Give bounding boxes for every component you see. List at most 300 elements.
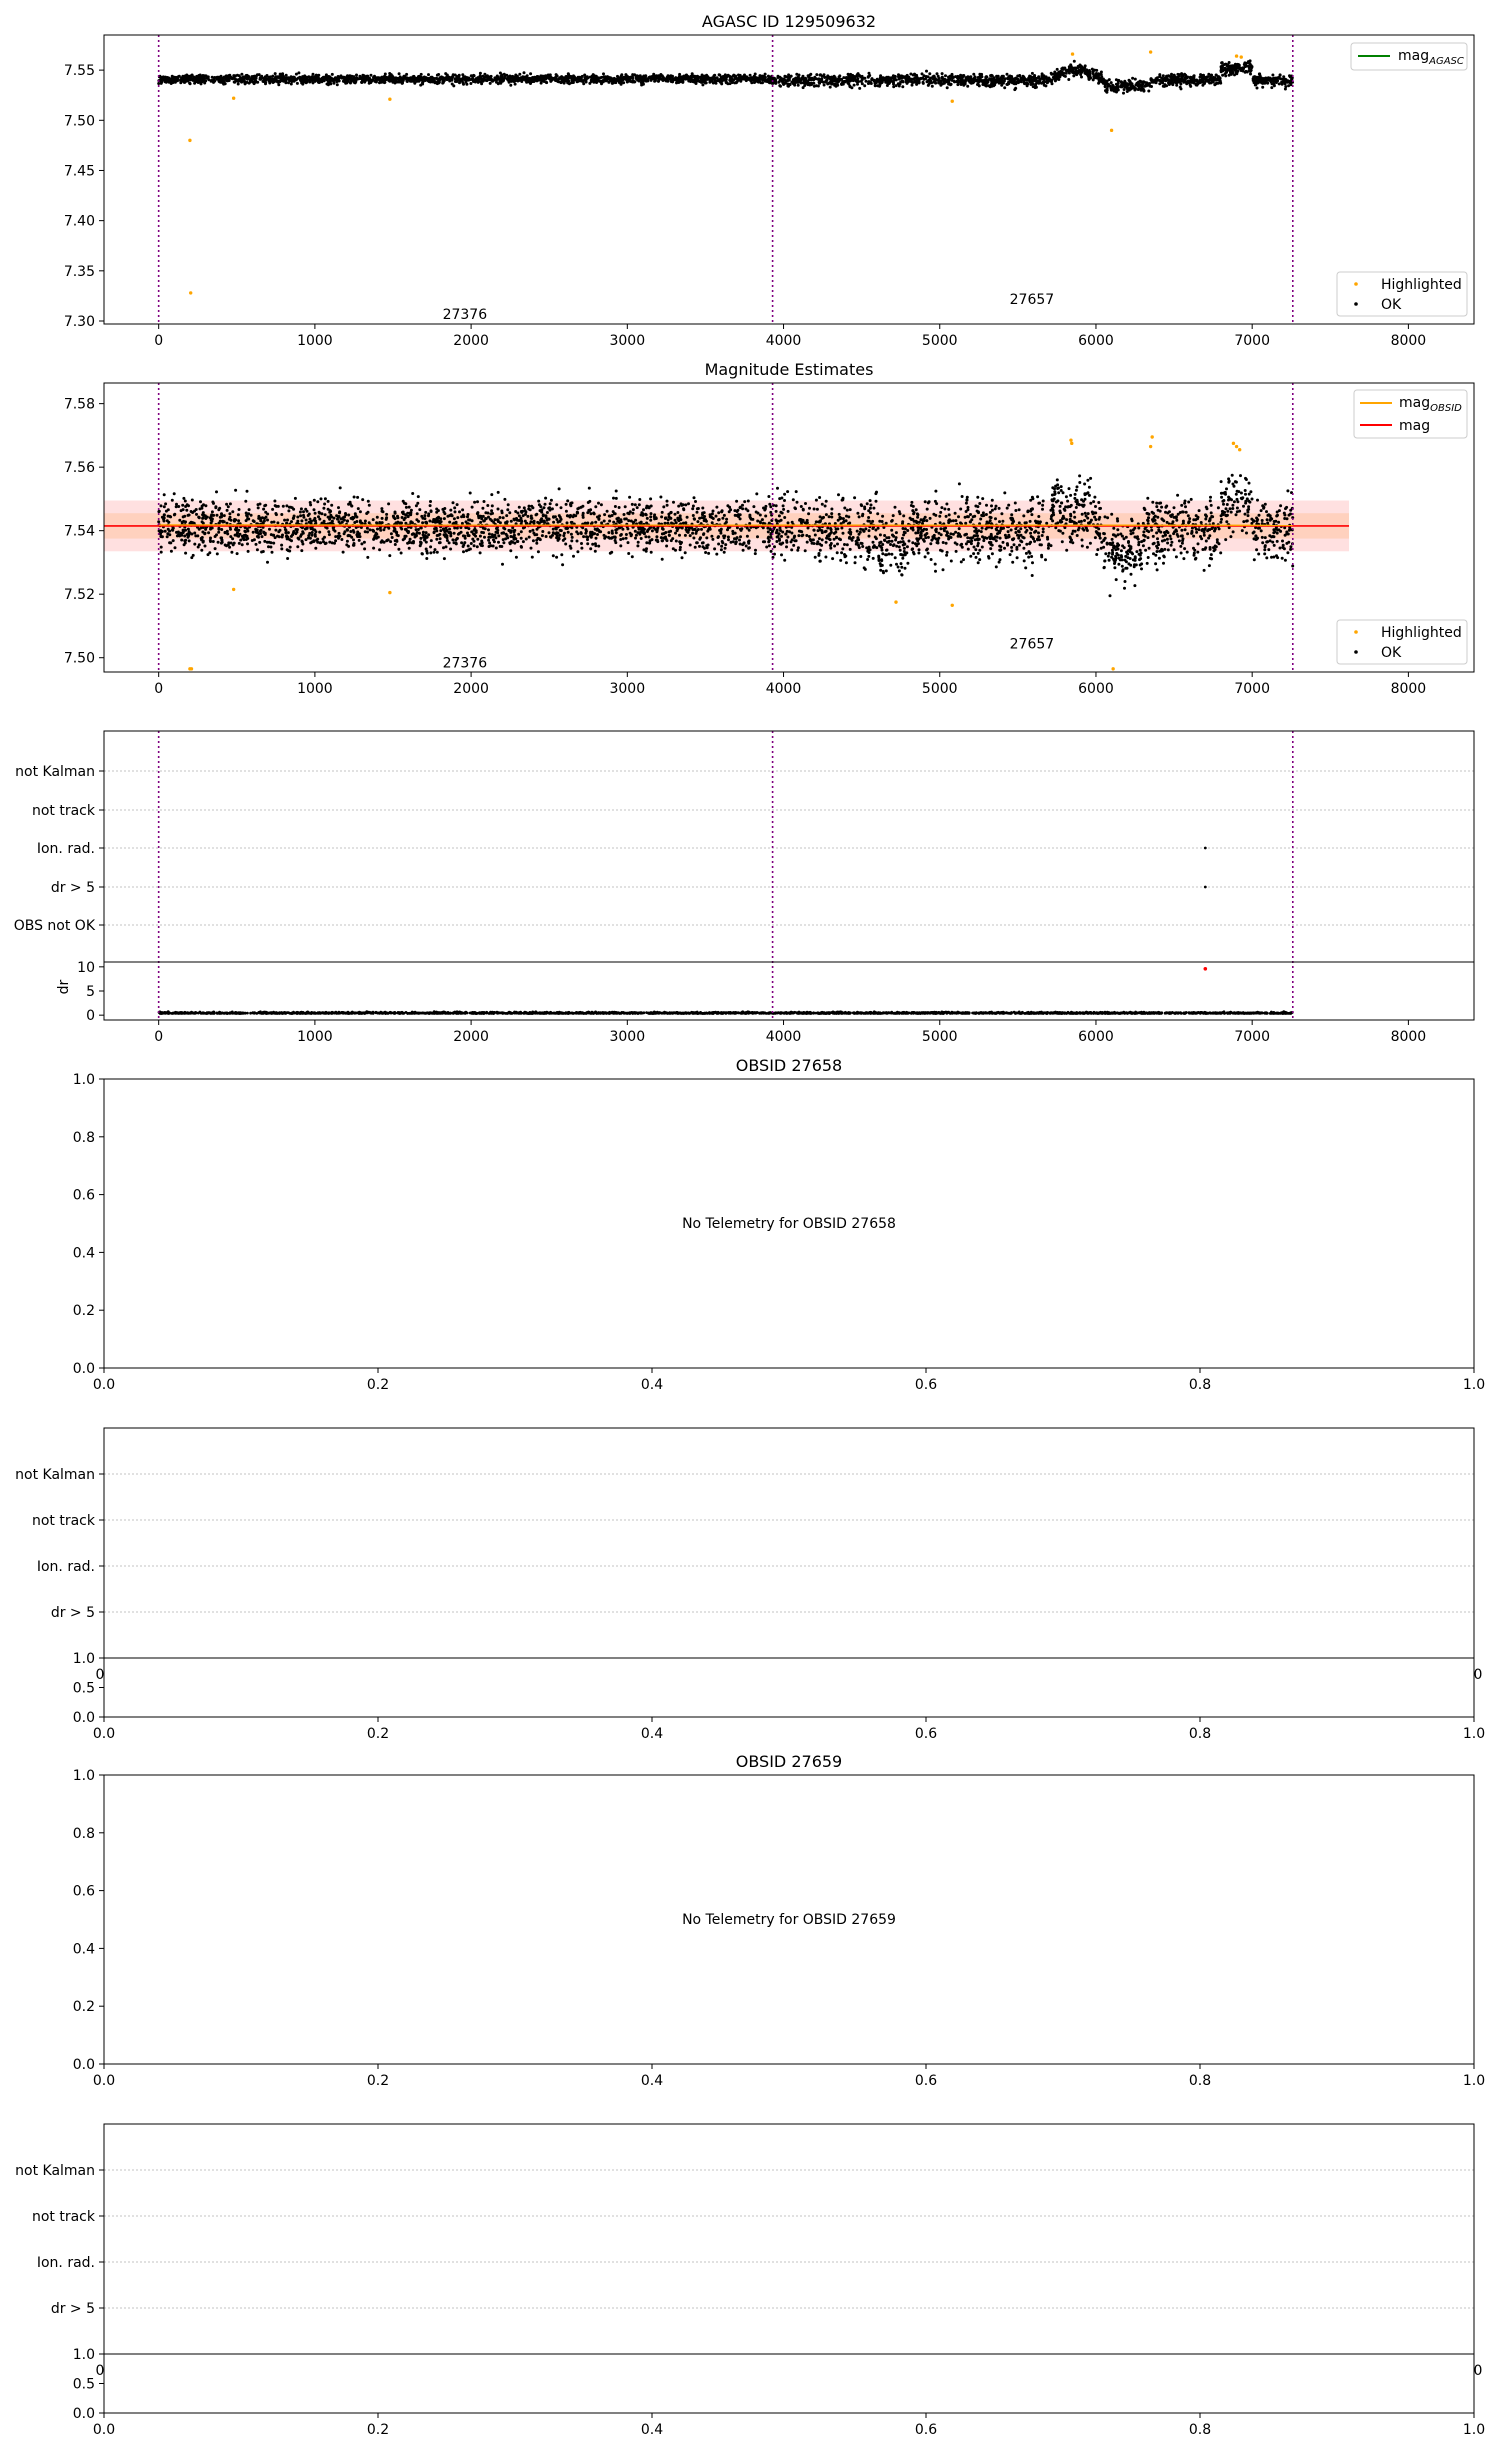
ok-point <box>1279 73 1282 76</box>
ok-point <box>192 77 195 80</box>
ok-point <box>627 541 630 544</box>
ok-point <box>650 512 653 515</box>
ok-point <box>649 497 652 500</box>
ok-point <box>527 78 530 81</box>
ok-point <box>190 533 193 536</box>
ok-point <box>552 521 555 524</box>
ok-point <box>492 521 495 524</box>
ok-point <box>469 492 472 495</box>
ok-point <box>724 543 727 546</box>
ok-point <box>248 508 251 511</box>
ok-point <box>375 80 378 83</box>
ok-point <box>1083 67 1086 70</box>
ok-point <box>514 83 517 86</box>
ok-point <box>546 519 549 522</box>
ok-point <box>787 79 790 82</box>
ok-point <box>334 535 337 538</box>
ok-point <box>1037 82 1040 85</box>
ok-point <box>667 530 670 533</box>
ok-point <box>823 84 826 87</box>
ok-point <box>346 74 349 77</box>
ok-point <box>626 512 629 515</box>
ok-point <box>461 508 464 511</box>
ok-point <box>627 552 630 555</box>
ok-point <box>723 514 726 517</box>
ok-point <box>460 541 463 544</box>
ok-point <box>196 76 199 79</box>
ok-point <box>278 75 281 78</box>
ok-point <box>672 501 675 504</box>
ok-point <box>366 527 369 530</box>
ok-point <box>358 539 361 542</box>
ok-point <box>1139 80 1142 83</box>
ok-point <box>529 508 532 511</box>
ok-point <box>542 514 545 517</box>
ok-point <box>462 78 465 81</box>
ok-point <box>1228 67 1231 70</box>
ok-point <box>469 82 472 85</box>
ok-point <box>689 534 692 537</box>
ok-point <box>509 535 512 538</box>
ok-point <box>244 82 247 85</box>
ok-point <box>1210 81 1213 84</box>
ok-point <box>262 80 265 83</box>
ok-point <box>457 77 460 80</box>
ok-point <box>334 539 337 542</box>
ok-point <box>471 506 474 509</box>
ok-point <box>756 535 759 538</box>
ok-point <box>1284 82 1287 85</box>
ok-point <box>946 86 949 89</box>
ok-point <box>911 84 914 87</box>
ok-point <box>355 520 358 523</box>
ok-point <box>696 79 699 82</box>
ok-point <box>1065 70 1068 73</box>
ok-point <box>483 536 486 539</box>
ok-point <box>1184 74 1187 77</box>
ok-point <box>1166 79 1169 82</box>
ok-point <box>285 74 288 77</box>
ok-point <box>309 541 312 544</box>
ok-point <box>552 554 555 557</box>
ok-point <box>529 530 532 533</box>
ok-point <box>382 528 385 531</box>
ok-point <box>476 545 479 548</box>
ok-point <box>513 80 516 83</box>
ok-point <box>570 75 573 78</box>
ok-point <box>467 545 470 548</box>
ok-point <box>1051 82 1054 85</box>
ok-point <box>519 76 522 79</box>
ok-point <box>316 500 319 503</box>
ok-point <box>692 505 695 508</box>
ok-point <box>593 512 596 515</box>
ok-point <box>596 76 599 79</box>
ok-point <box>1031 72 1034 75</box>
legend-points <box>1337 272 1467 316</box>
ok-point <box>550 499 553 502</box>
ok-point <box>1041 77 1044 80</box>
ok-point <box>1139 88 1142 91</box>
ok-point <box>1256 87 1259 90</box>
ok-point <box>700 528 703 531</box>
ok-point <box>528 505 531 508</box>
ok-point <box>1130 88 1133 91</box>
ok-point <box>506 77 509 80</box>
ok-point <box>281 77 284 80</box>
ok-point <box>605 79 608 82</box>
ok-point <box>355 74 358 77</box>
ok-point <box>419 84 422 87</box>
ok-point <box>1190 76 1193 79</box>
ok-point <box>972 73 975 76</box>
ok-point <box>540 82 543 85</box>
ok-point <box>1284 85 1287 88</box>
ok-point <box>692 537 695 540</box>
ok-point <box>743 541 746 544</box>
p2-title: Magnitude Estimates <box>704 360 874 379</box>
ok-point <box>607 531 610 534</box>
ok-point <box>530 547 533 550</box>
ok-point <box>340 538 343 541</box>
ok-point <box>346 519 349 522</box>
ok-point <box>311 534 314 537</box>
ok-point <box>491 504 494 507</box>
ok-point <box>567 531 570 534</box>
ok-point <box>465 83 468 86</box>
ok-point <box>1217 78 1220 81</box>
ok-point <box>309 76 312 79</box>
ok-point <box>1067 78 1070 81</box>
ok-point <box>679 546 682 549</box>
ok-point <box>204 79 207 82</box>
ok-point <box>499 75 502 78</box>
ok-point <box>533 533 536 536</box>
ok-point <box>1289 75 1292 78</box>
ok-series <box>157 59 1294 94</box>
ok-point <box>272 542 275 545</box>
ok-point <box>427 78 430 81</box>
ok-point <box>164 530 167 533</box>
ok-point <box>429 551 432 554</box>
ok-point <box>322 540 325 543</box>
ok-point <box>858 87 861 90</box>
ok-point <box>582 535 585 538</box>
ok-point <box>1105 90 1108 93</box>
ok-point <box>182 79 185 82</box>
ok-point <box>1215 82 1218 85</box>
ok-point <box>422 531 425 534</box>
ok-point <box>720 510 723 513</box>
ok-point <box>563 82 566 85</box>
ok-point <box>328 533 331 536</box>
ok-point <box>377 78 380 81</box>
ok-point <box>327 500 330 503</box>
ok-point <box>594 505 597 508</box>
ok-point <box>500 545 503 548</box>
ok-point <box>530 515 533 518</box>
ok-point <box>454 510 457 513</box>
ok-point <box>787 73 790 76</box>
ok-point <box>416 512 419 515</box>
ok-point <box>418 508 421 511</box>
ok-point <box>473 501 476 504</box>
x-tick-label: 4000 <box>765 333 802 349</box>
ok-point <box>364 520 367 523</box>
ok-point <box>451 538 454 541</box>
ok-point <box>1015 78 1018 81</box>
ok-point <box>739 75 742 78</box>
ok-point <box>243 530 246 533</box>
ok-point <box>497 491 500 494</box>
ok-point <box>809 73 812 76</box>
magnitude-panel <box>64 360 1474 697</box>
ok-point <box>366 531 369 534</box>
x-tick-label: 6000 <box>1078 333 1114 349</box>
ok-point <box>989 74 992 77</box>
ok-point <box>1162 74 1165 77</box>
ok-point <box>436 551 439 554</box>
ok-point <box>725 81 728 84</box>
ok-point <box>394 76 397 79</box>
ok-point <box>336 83 339 86</box>
ok-point <box>650 551 653 554</box>
ok-point <box>357 507 360 510</box>
ok-point <box>645 541 648 544</box>
ok-point <box>600 76 603 79</box>
ok-point <box>767 530 770 533</box>
ok-point <box>408 77 411 80</box>
ok-point <box>1009 76 1012 79</box>
ok-point <box>696 77 699 80</box>
ok-point <box>555 73 558 76</box>
ok-point <box>537 77 540 80</box>
ok-point <box>344 78 347 81</box>
ok-point <box>788 76 791 79</box>
ok-point <box>202 541 205 544</box>
p1-title: AGASC ID 129509632 <box>701 12 877 31</box>
ok-point <box>287 509 290 512</box>
ok-point <box>918 79 921 82</box>
ok-point <box>599 80 602 83</box>
highlighted-point <box>1235 54 1238 57</box>
ok-point <box>221 77 224 80</box>
ok-point <box>629 510 632 513</box>
ok-point <box>170 80 173 83</box>
ok-point <box>220 542 223 545</box>
ok-point <box>733 75 736 78</box>
ok-point <box>1178 73 1181 76</box>
ok-point <box>869 81 872 84</box>
ok-point <box>295 531 298 534</box>
ok-point <box>578 76 581 79</box>
ok-point <box>625 77 628 80</box>
ok-point <box>1285 80 1288 83</box>
ok-point <box>1068 65 1071 68</box>
ok-point <box>826 82 829 85</box>
ok-point <box>563 532 566 535</box>
ok-point <box>301 83 304 86</box>
ok-point <box>388 75 391 78</box>
ok-point <box>372 518 375 521</box>
ok-point <box>168 530 171 533</box>
ok-point <box>760 81 763 84</box>
ok-point <box>985 82 988 85</box>
ok-point <box>262 508 265 511</box>
ok-point <box>318 518 321 521</box>
ok-point <box>887 77 890 80</box>
ok-point <box>462 550 465 553</box>
ok-point <box>1220 69 1223 72</box>
ok-point <box>304 508 307 511</box>
ok-point <box>529 72 532 75</box>
ok-point <box>745 508 748 511</box>
ok-point <box>1191 79 1194 82</box>
ok-point <box>560 553 563 556</box>
ok-point <box>770 550 773 553</box>
ok-point <box>606 75 609 78</box>
ok-point <box>237 513 240 516</box>
ok-point <box>726 74 729 77</box>
ok-point <box>299 514 302 517</box>
ok-point <box>901 80 904 83</box>
ok-point <box>711 512 714 515</box>
ok-point <box>1145 81 1148 84</box>
ok-point <box>612 81 615 84</box>
ok-point <box>1210 79 1213 82</box>
ok-point <box>181 75 184 78</box>
ok-point <box>534 76 537 79</box>
ok-point <box>532 521 535 524</box>
ok-point <box>631 512 634 515</box>
ok-point <box>443 78 446 81</box>
ok-point <box>868 72 871 75</box>
ok-point <box>731 81 734 84</box>
ok-point <box>606 510 609 513</box>
ok-point <box>1235 72 1238 75</box>
ok-point <box>1155 77 1158 80</box>
ok-point <box>257 503 260 506</box>
ok-point <box>863 77 866 80</box>
ok-point <box>456 537 459 540</box>
ok-point <box>922 82 925 85</box>
ok-point <box>199 500 202 503</box>
ok-point <box>163 493 166 496</box>
ok-point <box>1243 61 1246 64</box>
ok-point <box>845 79 848 82</box>
highlighted-point <box>1149 50 1152 53</box>
ok-point <box>506 520 509 523</box>
ok-point <box>681 556 684 559</box>
ok-point <box>684 503 687 506</box>
ok-point <box>720 545 723 548</box>
ok-point <box>649 515 652 518</box>
ok-point <box>678 534 681 537</box>
ok-point <box>1115 83 1118 86</box>
ok-point <box>687 77 690 80</box>
ok-point <box>415 80 418 83</box>
ok-point <box>856 83 859 86</box>
ok-point <box>631 77 634 80</box>
ok-point <box>369 528 372 531</box>
ok-point <box>768 544 771 547</box>
ok-point <box>350 75 353 78</box>
ok-point <box>560 81 563 84</box>
ok-point <box>712 510 715 513</box>
ok-point <box>197 80 200 83</box>
ok-point <box>184 520 187 523</box>
ok-point <box>1030 76 1033 79</box>
ok-point <box>1248 65 1251 68</box>
ok-point <box>1098 78 1101 81</box>
ok-point <box>600 503 603 506</box>
ok-point <box>545 81 548 84</box>
ok-point <box>1072 69 1075 72</box>
ok-point <box>703 547 706 550</box>
ok-point <box>946 80 949 83</box>
ok-point <box>314 80 317 83</box>
ok-point <box>1018 74 1021 77</box>
ok-point <box>173 492 176 495</box>
ok-point <box>559 534 562 537</box>
ok-point <box>602 80 605 83</box>
ok-point <box>523 506 526 509</box>
ok-point <box>531 80 534 83</box>
ok-point <box>316 538 319 541</box>
ok-point <box>266 519 269 522</box>
ok-point <box>282 505 285 508</box>
ok-point <box>398 79 401 82</box>
ok-point <box>629 532 632 535</box>
ok-point <box>720 548 723 551</box>
ok-point <box>1201 80 1204 83</box>
ok-point <box>275 513 278 516</box>
ok-point <box>755 511 758 514</box>
ok-point <box>416 502 419 505</box>
ok-point <box>700 76 703 79</box>
ok-point <box>513 538 516 541</box>
ok-point <box>638 498 641 501</box>
ok-point <box>247 550 250 553</box>
ok-point <box>989 85 992 88</box>
ok-point <box>980 80 983 83</box>
ok-point <box>359 510 362 513</box>
ok-point <box>255 543 258 546</box>
ok-point <box>501 563 504 566</box>
ok-point <box>302 77 305 80</box>
ok-point <box>327 508 330 511</box>
ok-point <box>1092 78 1095 81</box>
ok-point <box>257 506 260 509</box>
ok-point <box>1026 84 1029 87</box>
ok-point <box>732 540 735 543</box>
ok-point <box>675 540 678 543</box>
ok-point <box>429 500 432 503</box>
ok-point <box>438 81 441 84</box>
ok-point <box>256 548 259 551</box>
agasc-panel <box>64 12 1474 349</box>
ok-point <box>509 75 512 78</box>
ok-point <box>315 75 318 78</box>
ok-point <box>576 80 579 83</box>
ok-point <box>712 82 715 85</box>
ok-point <box>767 76 770 79</box>
ok-point <box>626 81 629 84</box>
ok-point <box>191 499 194 502</box>
ok-point <box>175 78 178 81</box>
ok-point <box>425 557 428 560</box>
ok-point <box>1080 65 1083 68</box>
